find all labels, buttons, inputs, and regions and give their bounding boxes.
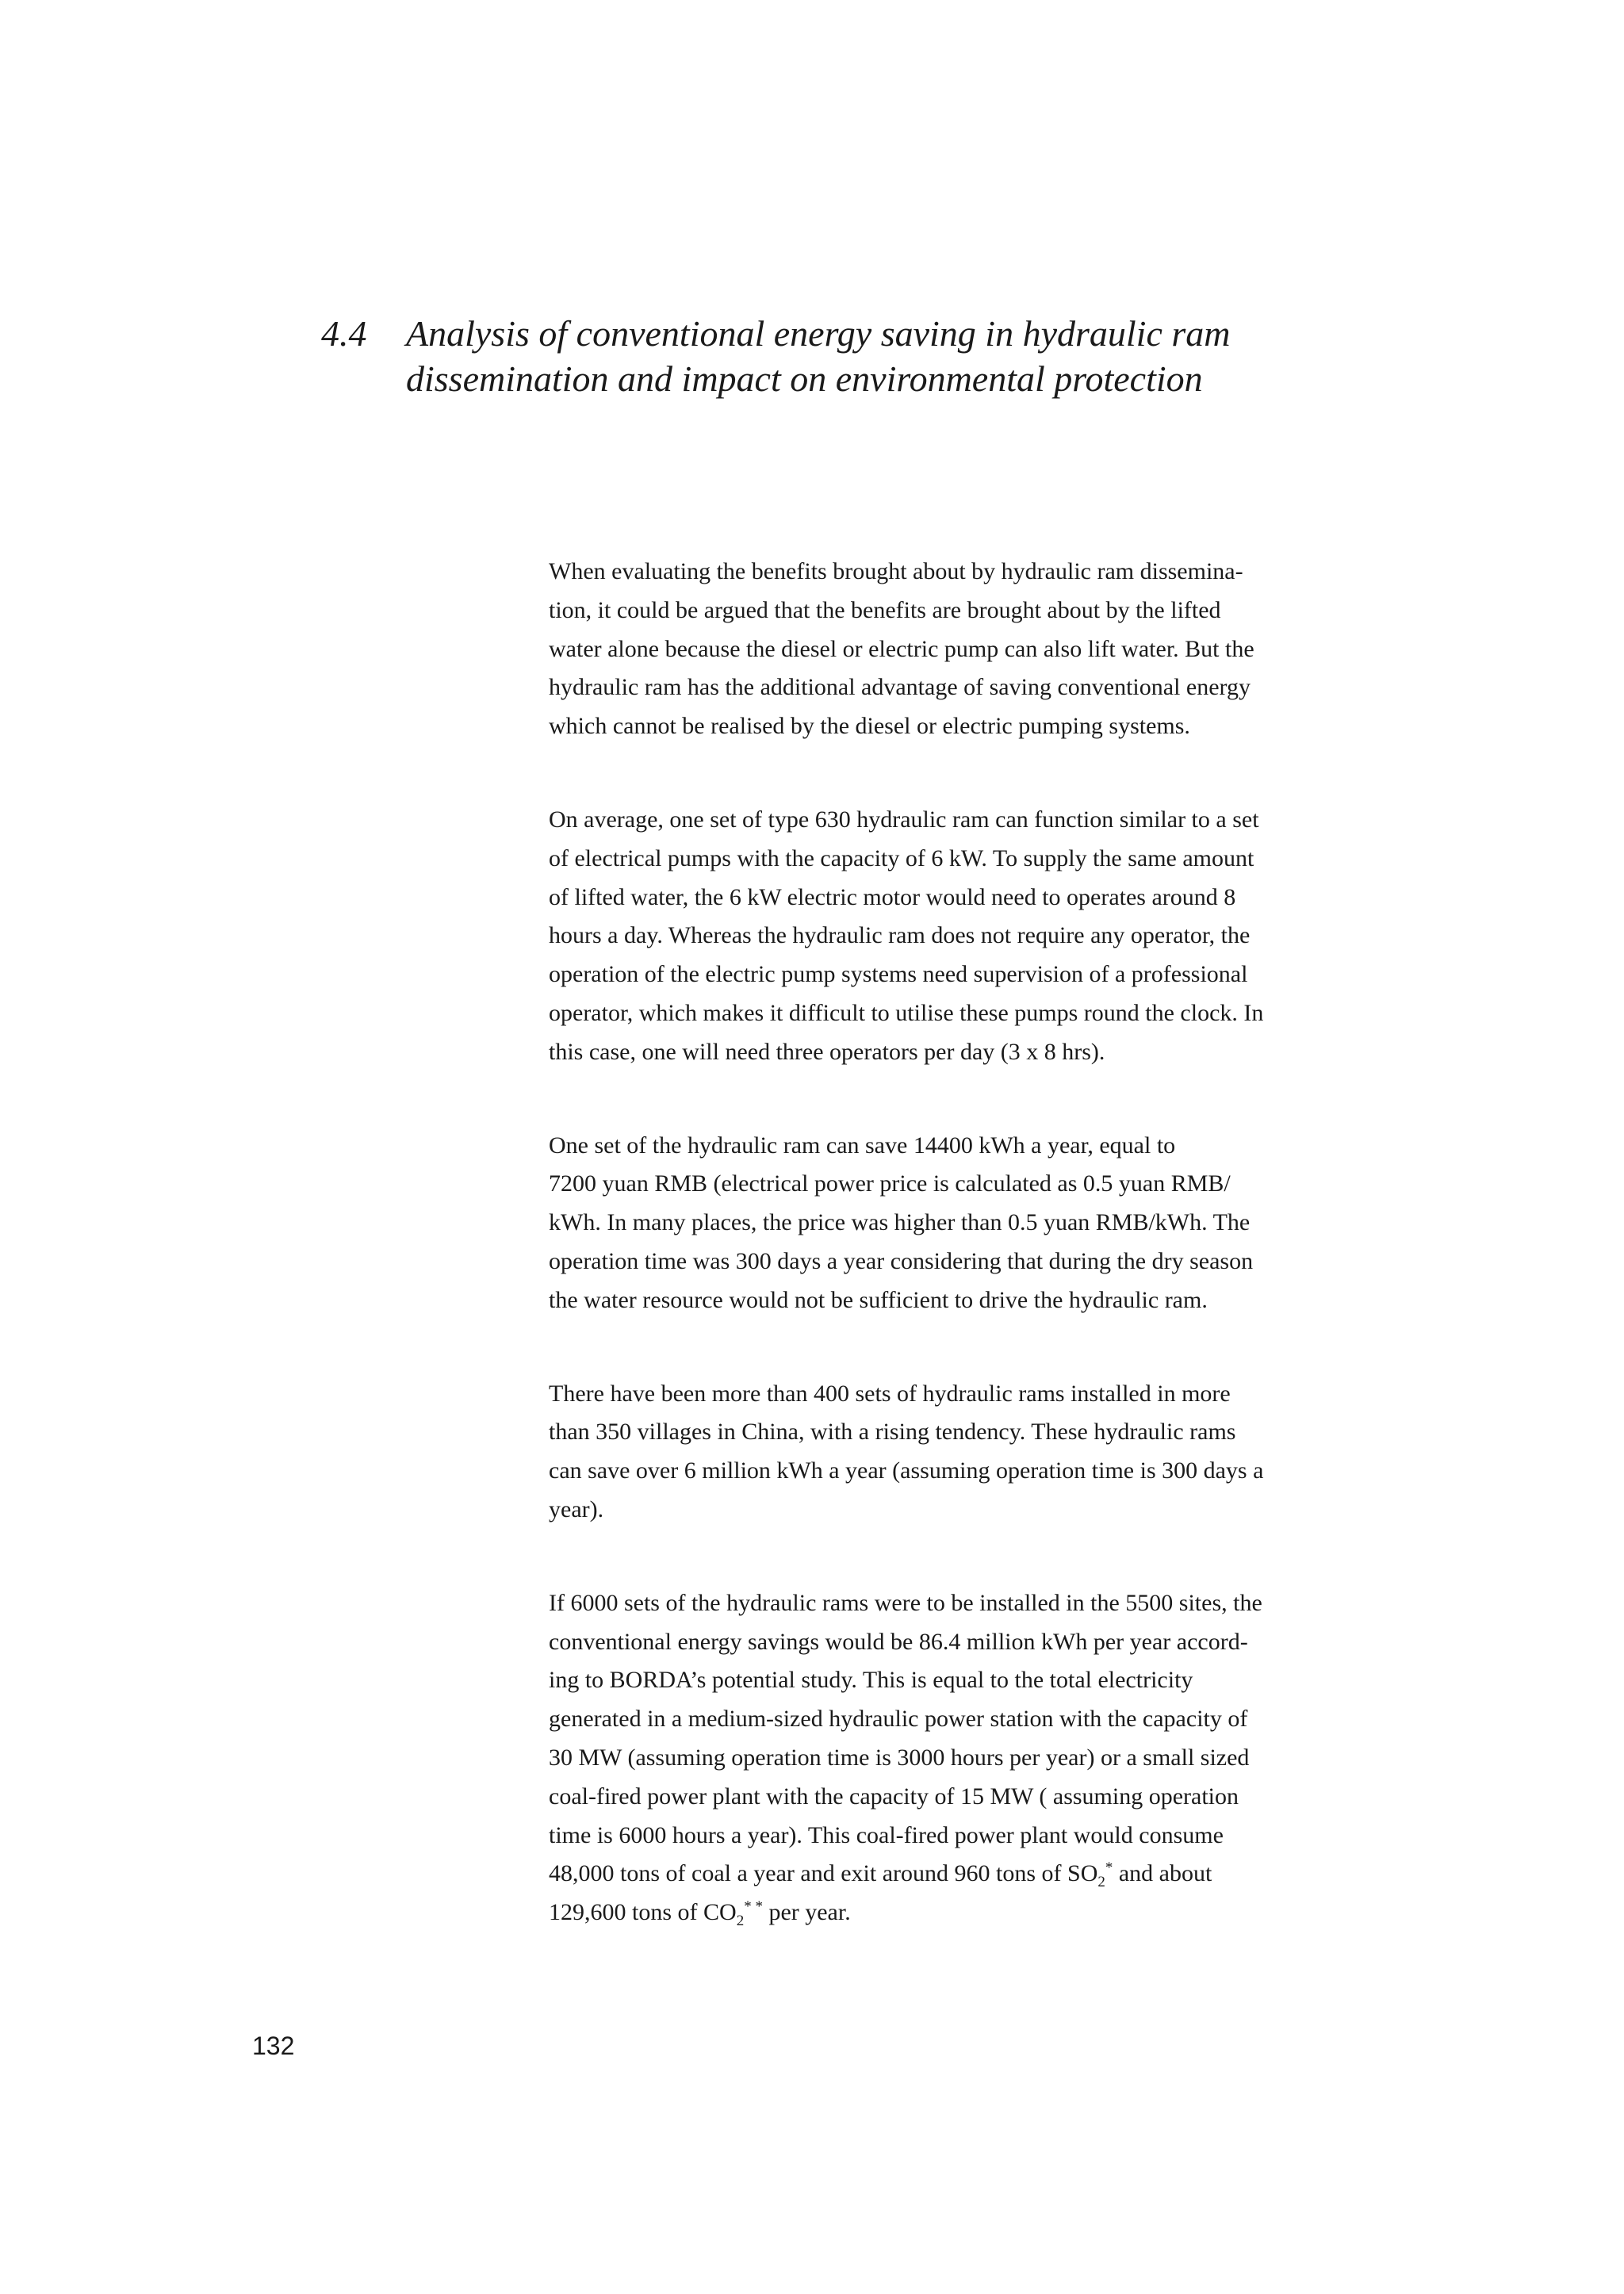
text-line: 30 MW (assuming operation time is 3000 hours per year) or a small sized — [549, 1744, 1250, 1771]
footnote-marker: * * — [744, 1898, 763, 1916]
text-line: of electrical pumps with the capacity of 6 kW. To supply the same amount — [549, 844, 1254, 871]
text-line: When evaluating the benefits brought about by hydraulic ram dissemina- — [549, 558, 1243, 584]
text-line: year). — [549, 1496, 604, 1522]
text-line: On average, one set of type 630 hydraulic ram can function similar to a set — [549, 806, 1259, 833]
text-line: hydraulic ram has the additional advantage of saving conventional energy — [549, 674, 1251, 701]
text-fragment: 48,000 tons of coal a year and exit around 960 tons of SO — [549, 1860, 1098, 1887]
text-line: coal-fired power plant with the capacity of 15 MW ( assuming operation — [549, 1783, 1239, 1810]
body-text — [549, 553, 1381, 1987]
text-line: operation of the electric pump systems need supervision of a professional — [549, 961, 1248, 988]
paragraph-3 — [549, 1127, 1381, 1320]
text-line: kWh. In many places, the price was higher than 0.5 yuan RMB/kWh. The — [549, 1209, 1251, 1236]
subscript: 2 — [736, 1913, 745, 1930]
paragraph-1 — [549, 553, 1381, 746]
text-line: There have been more than 400 sets of hydraulic rams installed in more — [549, 1380, 1231, 1407]
text-line: than 350 villages in China, with a rising tendency. These hydraulic rams — [549, 1419, 1236, 1446]
footnote-marker: * — [1105, 1859, 1113, 1877]
text-line: which cannot be realised by the diesel or electric pumping systems. — [549, 713, 1190, 740]
text-fragment: and about — [1113, 1860, 1212, 1887]
text-line: generated in a medium-sized hydraulic power station with the capacity of — [549, 1706, 1248, 1733]
text-line: this case, one will need three operators per day (3 x 8 hrs). — [549, 1038, 1105, 1065]
text-line: tion, it could be argued that the benefits are brought about by the lifted — [549, 596, 1221, 623]
text-line: water alone because the diesel or electric pump can also lift water. But the — [549, 635, 1254, 662]
section-title-line: Analysis of conventional energy saving in hydraulic ram — [406, 313, 1231, 354]
paragraph-4 — [549, 1375, 1381, 1530]
text-line: can save over 6 million kWh a year (assuming operation time is 300 days a — [549, 1457, 1264, 1484]
paragraph-2 — [549, 801, 1381, 1072]
text-line-co2 — [549, 1894, 1381, 1932]
text-line: operator, which makes it difficult to utilise these pumps round the clock. In — [549, 999, 1264, 1026]
section-heading — [321, 311, 1352, 401]
section-title-line: dissemination and impact on environmental protection — [406, 358, 1203, 399]
text-line: of lifted water, the 6 kW electric motor would need to operates around 8 — [549, 883, 1236, 910]
section-number: 4.4 — [321, 313, 367, 354]
text-fragment: per year. — [762, 1899, 851, 1926]
text-line: 7200 yuan RMB (electrical power price is calculated as 0.5 yuan RMB/ — [549, 1170, 1231, 1197]
text-line: conventional energy savings would be 86.4 million kWh per year accord- — [549, 1628, 1248, 1655]
text-line: If 6000 sets of the hydraulic rams were to be installed in the 5500 sites, the — [549, 1589, 1262, 1616]
text-line: operation time was 300 days a year considering that during the dry season — [549, 1247, 1254, 1274]
text-line: the water resource would not be sufficient to drive the hydraulic ram. — [549, 1286, 1208, 1313]
text-line-so2 — [549, 1855, 1381, 1894]
text-line: hours a day. Whereas the hydraulic ram does not require any operator, the — [549, 922, 1251, 949]
section-title — [406, 311, 1352, 401]
subscript: 2 — [1097, 1874, 1105, 1891]
text-fragment: 129,600 tons of CO — [549, 1899, 737, 1926]
text-line: One set of the hydraulic ram can save 14400 kWh a year, equal to — [549, 1132, 1176, 1158]
text-line: time is 6000 hours a year). This coal-fired power plant would consume — [549, 1821, 1224, 1848]
paragraph-5 — [549, 1584, 1381, 1932]
page-number: 132 — [252, 2032, 295, 2060]
text-line: ing to BORDA’s potential study. This is equal to the total electricity — [549, 1667, 1193, 1694]
